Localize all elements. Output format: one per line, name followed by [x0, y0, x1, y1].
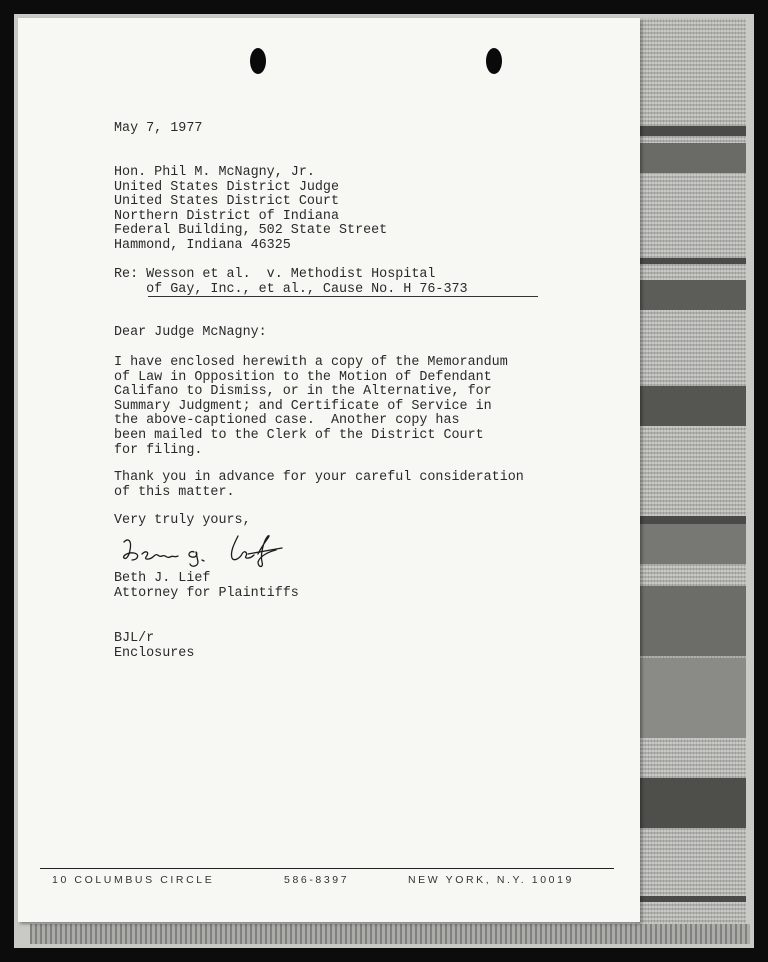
underlying-page-bottom-edge: [30, 924, 750, 944]
body-line: I have enclosed herewith a copy of the Memorandum: [114, 355, 508, 370]
body-line: Thank you in advance for your careful consideration: [114, 470, 524, 485]
signer-name: Beth J. Lief: [114, 571, 211, 586]
punch-hole-right: [486, 48, 502, 74]
body-line: for filing.: [114, 442, 203, 458]
re-subject-block: [114, 268, 468, 297]
letter-date: May 7, 1977: [114, 121, 203, 136]
recipient-line: Federal Building, 502 State Street: [114, 223, 388, 239]
signer-title: Attorney for Plaintiffs: [114, 585, 299, 601]
enclosures-note: Enclosures: [114, 645, 195, 661]
body-line: Califano to Dismiss, or in the Alternative, for: [114, 384, 492, 400]
punch-hole-left: [250, 48, 266, 74]
re-line-1: Re: Wesson et al. v. Methodist Hospital: [114, 267, 436, 282]
footer-address: 10 COLUMBUS CIRCLE: [52, 874, 215, 886]
letterhead-footer-rule: [40, 868, 614, 869]
footer-city: NEW YORK, N.Y. 10019: [408, 874, 574, 886]
closing: Very truly yours,: [114, 513, 251, 528]
recipient-line: Hon. Phil M. McNagny, Jr.: [114, 165, 315, 180]
body-line: the above-captioned case. Another copy has: [114, 413, 460, 429]
recipient-line: Northern District of Indiana: [114, 208, 339, 224]
underlying-page-edge: [636, 18, 746, 928]
body-line: been mailed to the Clerk of the District Court: [114, 428, 484, 443]
body-line: of Law in Opposition to the Motion of Defendant: [114, 369, 492, 385]
recipient-line: United States District Court: [114, 194, 339, 210]
recipient-line: Hammond, Indiana 46325: [114, 238, 291, 253]
salutation: Dear Judge McNagny:: [114, 325, 267, 340]
re-line-2: of Gay, Inc., et al., Cause No. H 76-373: [114, 281, 468, 297]
letter-page: [18, 18, 640, 922]
body-line: of this matter.: [114, 484, 235, 500]
body-line: Summary Judgment; and Certificate of Service in: [114, 398, 492, 414]
re-underline: [148, 296, 538, 297]
footer-phone: 586-8397: [284, 874, 350, 886]
reference-initials: BJL/r: [114, 631, 155, 646]
handwritten-signature: [118, 526, 308, 570]
recipient-line: United States District Judge: [114, 179, 339, 195]
